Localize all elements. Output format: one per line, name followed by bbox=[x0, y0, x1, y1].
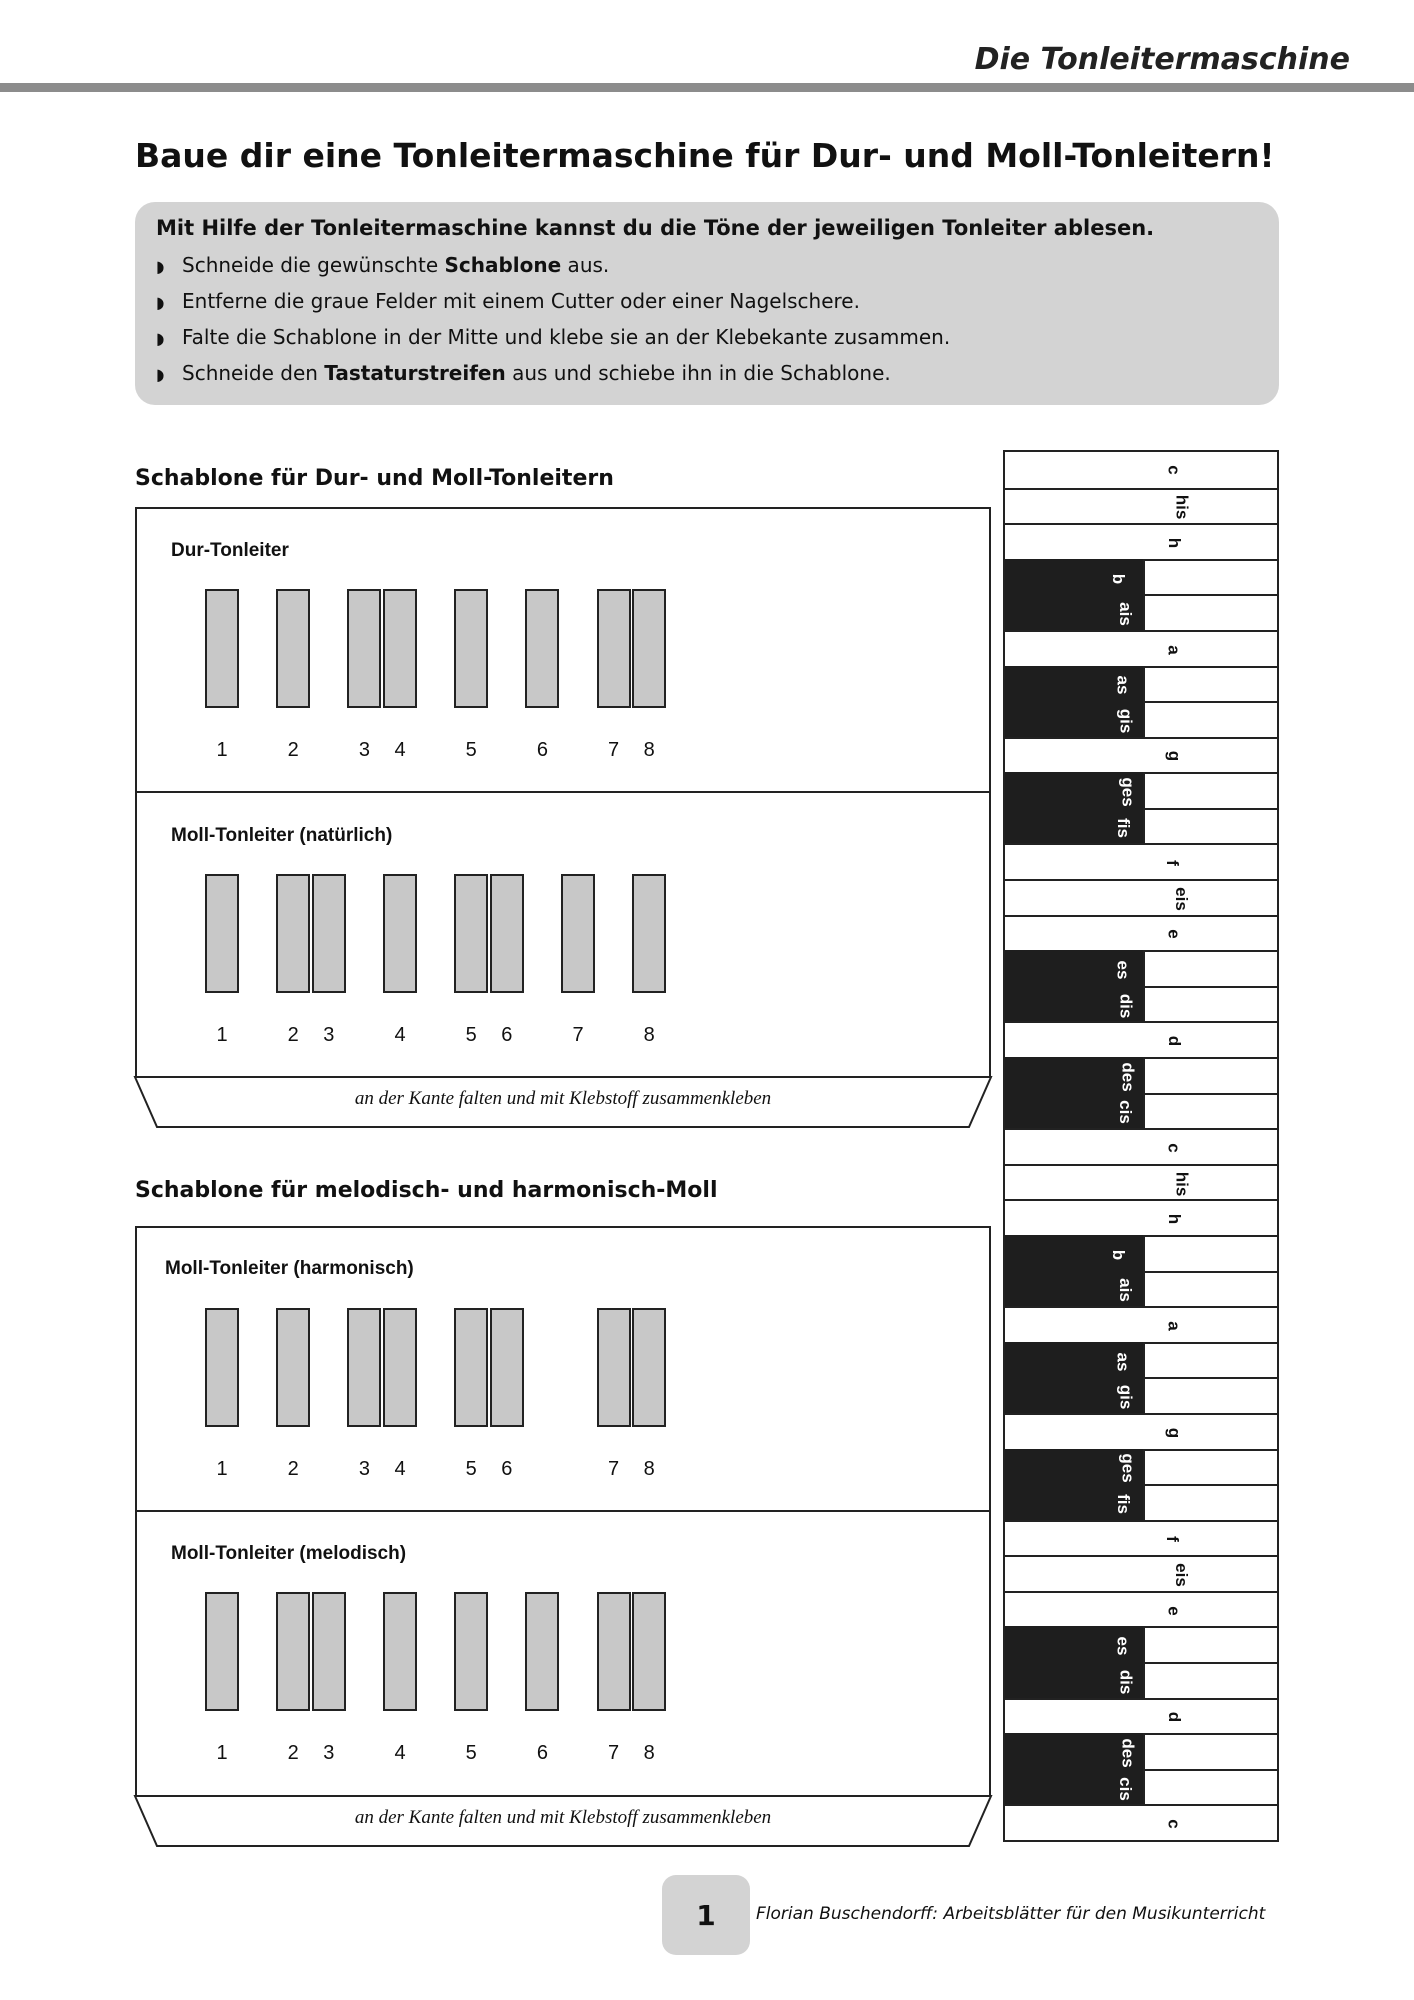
scale-title-melodic-minor: Moll-Tonleiter (melodisch) bbox=[171, 1543, 407, 1564]
slot-window bbox=[490, 1308, 524, 1427]
slot-window bbox=[383, 1592, 417, 1711]
step-text: Schneide den bbox=[182, 361, 325, 385]
degree-number: 1 bbox=[216, 1024, 228, 1046]
keyboard-strip bbox=[1003, 450, 1279, 1842]
slot-window bbox=[205, 1592, 239, 1711]
strip-cell-black bbox=[1005, 772, 1277, 808]
slot-window bbox=[597, 1308, 631, 1427]
strip-note-label: des bbox=[1118, 1738, 1138, 1768]
slot-window bbox=[205, 589, 239, 708]
degree-number: 4 bbox=[394, 1024, 406, 1046]
strip-note-label: e bbox=[1164, 929, 1184, 940]
degree-number: 3 bbox=[358, 739, 370, 761]
slot-window bbox=[276, 589, 310, 708]
strip-note-label: ais bbox=[1115, 602, 1135, 626]
degree-number: 2 bbox=[287, 739, 299, 761]
strip-note-label: es bbox=[1113, 1636, 1133, 1656]
strip-note-label: c bbox=[1164, 1143, 1184, 1153]
strip-note-label: h bbox=[1165, 1213, 1185, 1225]
slot-window bbox=[276, 1308, 310, 1427]
strip-cell-white bbox=[1005, 488, 1277, 524]
slot-window bbox=[597, 589, 631, 708]
degree-number: 3 bbox=[323, 1024, 335, 1046]
slot-window bbox=[597, 1592, 631, 1711]
scale-title-natural-minor: Moll-Tonleiter (natürlich) bbox=[171, 825, 393, 846]
strip-note-label: fis bbox=[1113, 1493, 1133, 1514]
slot-window bbox=[383, 1308, 417, 1427]
step-text: Entferne die graue Felder mit einem Cutter oder einer Nagelschere. bbox=[182, 289, 860, 313]
instructions-box bbox=[135, 202, 1279, 405]
strip-cell-white bbox=[1005, 523, 1277, 559]
strip-cell-white bbox=[1005, 1591, 1277, 1627]
footer-credit: Florian Buschendorff: Arbeitsblätter für den Musikunterricht bbox=[756, 1904, 1266, 1924]
strip-cell-black bbox=[1005, 1662, 1277, 1698]
strip-cell-black bbox=[1005, 1769, 1277, 1805]
degree-number: 6 bbox=[536, 1742, 548, 1764]
bullet-icon: ◗ bbox=[156, 365, 165, 384]
strip-note-label: f bbox=[1162, 1536, 1182, 1543]
strip-cell-black bbox=[1005, 1484, 1277, 1520]
strip-cell-white bbox=[1005, 843, 1277, 879]
strip-note-label: g bbox=[1165, 751, 1185, 762]
scale-title-harmonic-minor: Moll-Tonleiter (harmonisch) bbox=[165, 1258, 414, 1279]
scale-title-major: Dur-Tonleiter bbox=[171, 540, 289, 561]
strip-cell-black bbox=[1005, 808, 1277, 844]
strip-cell-white bbox=[1005, 1199, 1277, 1235]
strip-note-label: c bbox=[1164, 465, 1184, 475]
degree-number: 4 bbox=[394, 1742, 406, 1764]
degree-number: 1 bbox=[216, 739, 228, 761]
strip-note-label: dis bbox=[1116, 1669, 1136, 1695]
slot-window bbox=[276, 874, 310, 993]
degree-number: 4 bbox=[394, 739, 406, 761]
degree-number: 5 bbox=[465, 1024, 477, 1046]
slot-window bbox=[525, 589, 559, 708]
strip-cell-white bbox=[1005, 1413, 1277, 1449]
strip-cell-white bbox=[1005, 1128, 1277, 1164]
strip-note-label: cis bbox=[1115, 1100, 1135, 1125]
degree-number: 7 bbox=[608, 739, 620, 761]
strip-cell-black bbox=[1005, 1235, 1277, 1271]
strip-cell-white bbox=[1005, 1021, 1277, 1057]
strip-note-label: eis bbox=[1171, 887, 1191, 911]
strip-cell-black bbox=[1005, 1093, 1277, 1129]
template-1-title: Schablone für Dur- und Moll-Tonleitern bbox=[135, 466, 614, 491]
step-text: Schneide die gewünschte bbox=[182, 253, 445, 277]
degree-number: 4 bbox=[394, 1458, 406, 1480]
bullet-icon: ◗ bbox=[156, 257, 165, 276]
strip-cell-white bbox=[1005, 879, 1277, 915]
strip-cell-white bbox=[1005, 1804, 1277, 1840]
strip-note-label: h bbox=[1165, 537, 1185, 549]
degree-number: 1 bbox=[216, 1742, 228, 1764]
strip-cell-white bbox=[1005, 915, 1277, 951]
slot-window bbox=[632, 874, 666, 993]
strip-cell-white bbox=[1005, 452, 1277, 488]
slot-window bbox=[312, 874, 346, 993]
slot-window bbox=[632, 1308, 666, 1427]
degree-number: 2 bbox=[287, 1024, 299, 1046]
strip-note-label: b bbox=[1109, 573, 1129, 584]
strip-cell-white bbox=[1005, 1520, 1277, 1556]
degree-number: 6 bbox=[536, 739, 548, 761]
degree-number: 3 bbox=[323, 1742, 335, 1764]
glue-text-1: an der Kante falten und mit Klebstoff zusammenkleben bbox=[354, 1088, 772, 1109]
degree-number: 8 bbox=[643, 1458, 655, 1480]
slot-window bbox=[383, 589, 417, 708]
degree-number: 5 bbox=[465, 739, 477, 761]
strip-cell-black bbox=[1005, 986, 1277, 1022]
strip-note-label: fis bbox=[1113, 817, 1133, 838]
bullet-icon: ◗ bbox=[156, 293, 165, 312]
strip-cell-black bbox=[1005, 1377, 1277, 1413]
degree-number: 7 bbox=[608, 1458, 620, 1480]
step-emphasis: Schablone bbox=[444, 253, 562, 277]
strip-note-label: cis bbox=[1115, 1776, 1135, 1801]
strip-cell-black bbox=[1005, 1626, 1277, 1662]
strip-cell-black bbox=[1005, 666, 1277, 702]
step-text: aus. bbox=[561, 253, 610, 277]
slot-window bbox=[454, 874, 488, 993]
strip-cell-black bbox=[1005, 950, 1277, 986]
degree-number: 3 bbox=[358, 1458, 370, 1480]
step-text: Falte die Schablone in der Mitte und klebe sie an der Klebekante zusammen. bbox=[182, 325, 951, 349]
header-rule bbox=[0, 83, 1414, 92]
strip-note-label: e bbox=[1164, 1605, 1184, 1616]
instruction-step bbox=[156, 361, 891, 385]
slot-window bbox=[454, 589, 488, 708]
bullet-icon: ◗ bbox=[156, 329, 165, 348]
degree-number: 8 bbox=[643, 1742, 655, 1764]
strip-note-label: as bbox=[1113, 1352, 1133, 1371]
degree-number: 6 bbox=[501, 1458, 513, 1480]
slot-window bbox=[312, 1592, 346, 1711]
strip-cell-black bbox=[1005, 559, 1277, 595]
strip-cell-white bbox=[1005, 630, 1277, 666]
strip-note-label: es bbox=[1113, 960, 1133, 980]
slot-window bbox=[632, 1592, 666, 1711]
template-2-title: Schablone für melodisch- und harmonisch-Moll bbox=[135, 1178, 718, 1203]
strip-note-label: des bbox=[1118, 1062, 1138, 1092]
slot-window bbox=[561, 874, 595, 993]
degree-number: 8 bbox=[643, 739, 655, 761]
strip-cell-black bbox=[1005, 1449, 1277, 1485]
strip-cell-black bbox=[1005, 1342, 1277, 1378]
strip-note-label: d bbox=[1165, 1712, 1185, 1723]
template-2-divider bbox=[135, 1510, 991, 1512]
degree-number: 6 bbox=[501, 1024, 513, 1046]
strip-note-label: dis bbox=[1116, 993, 1136, 1018]
strip-cell-white bbox=[1005, 1306, 1277, 1342]
running-title: Die Tonleitermaschine bbox=[974, 42, 1350, 77]
degree-number: 2 bbox=[287, 1742, 299, 1764]
strip-note-label: c bbox=[1164, 1819, 1184, 1829]
strip-cell-black bbox=[1005, 1271, 1277, 1307]
strip-note-label: f bbox=[1162, 860, 1182, 867]
strip-note-label: ges bbox=[1118, 777, 1138, 807]
slot-window bbox=[205, 874, 239, 993]
strip-note-label: a bbox=[1164, 1321, 1184, 1331]
degree-number: 7 bbox=[572, 1024, 584, 1046]
page-number: 1 bbox=[662, 1875, 750, 1955]
template-1-divider bbox=[135, 791, 991, 793]
degree-number: 8 bbox=[643, 1024, 655, 1046]
strip-note-label: gis bbox=[1116, 708, 1136, 734]
strip-note-label: ges bbox=[1118, 1453, 1138, 1483]
strip-note-label: as bbox=[1113, 675, 1133, 695]
strip-cell-black bbox=[1005, 594, 1277, 630]
degree-number: 5 bbox=[465, 1458, 477, 1480]
slot-window bbox=[276, 1592, 310, 1711]
strip-note-label: ais bbox=[1115, 1278, 1135, 1303]
strip-cell-black bbox=[1005, 1057, 1277, 1093]
strip-note-label: d bbox=[1165, 1036, 1185, 1047]
slot-window bbox=[632, 589, 666, 708]
strip-cell-white bbox=[1005, 1698, 1277, 1734]
strip-note-label: b bbox=[1109, 1249, 1129, 1260]
strip-note-label: a bbox=[1164, 644, 1184, 655]
slot-window bbox=[525, 1592, 559, 1711]
strip-cell-white bbox=[1005, 1164, 1277, 1200]
slot-window bbox=[205, 1308, 239, 1427]
strip-note-label: gis bbox=[1116, 1384, 1136, 1410]
strip-note-label: his bbox=[1172, 1171, 1192, 1196]
instruction-step bbox=[156, 289, 860, 313]
slot-window bbox=[347, 1308, 381, 1427]
degree-number: 7 bbox=[608, 1742, 620, 1764]
slot-window bbox=[454, 1592, 488, 1711]
page-title: Baue dir eine Tonleitermaschine für Dur- und Moll-Tonleitern! bbox=[135, 136, 1275, 175]
glue-text-2: an der Kante falten und mit Klebstoff zusammenkleben bbox=[354, 1807, 772, 1828]
degree-number: 2 bbox=[287, 1458, 299, 1480]
step-emphasis: Tastaturstreifen bbox=[324, 361, 506, 385]
step-text: aus und schiebe ihn in die Schablone. bbox=[505, 361, 891, 385]
strip-cell-black bbox=[1005, 701, 1277, 737]
slot-window bbox=[490, 874, 524, 993]
instructions-lead: Mit Hilfe der Tonleitermaschine kannst du die Töne der jeweiligen Tonleiter ablesen. bbox=[156, 216, 1155, 240]
strip-note-label: his bbox=[1172, 495, 1192, 520]
instruction-step bbox=[156, 253, 609, 277]
slot-window bbox=[454, 1308, 488, 1427]
degree-number: 1 bbox=[216, 1458, 228, 1480]
degree-number: 5 bbox=[465, 1742, 477, 1764]
strip-cell-white bbox=[1005, 737, 1277, 773]
strip-note-label: eis bbox=[1171, 1563, 1191, 1587]
slot-window bbox=[347, 589, 381, 708]
strip-cell-black bbox=[1005, 1733, 1277, 1769]
strip-note-label: g bbox=[1165, 1427, 1185, 1438]
strip-cell-white bbox=[1005, 1555, 1277, 1591]
instruction-step bbox=[156, 325, 950, 349]
slot-window bbox=[383, 874, 417, 993]
